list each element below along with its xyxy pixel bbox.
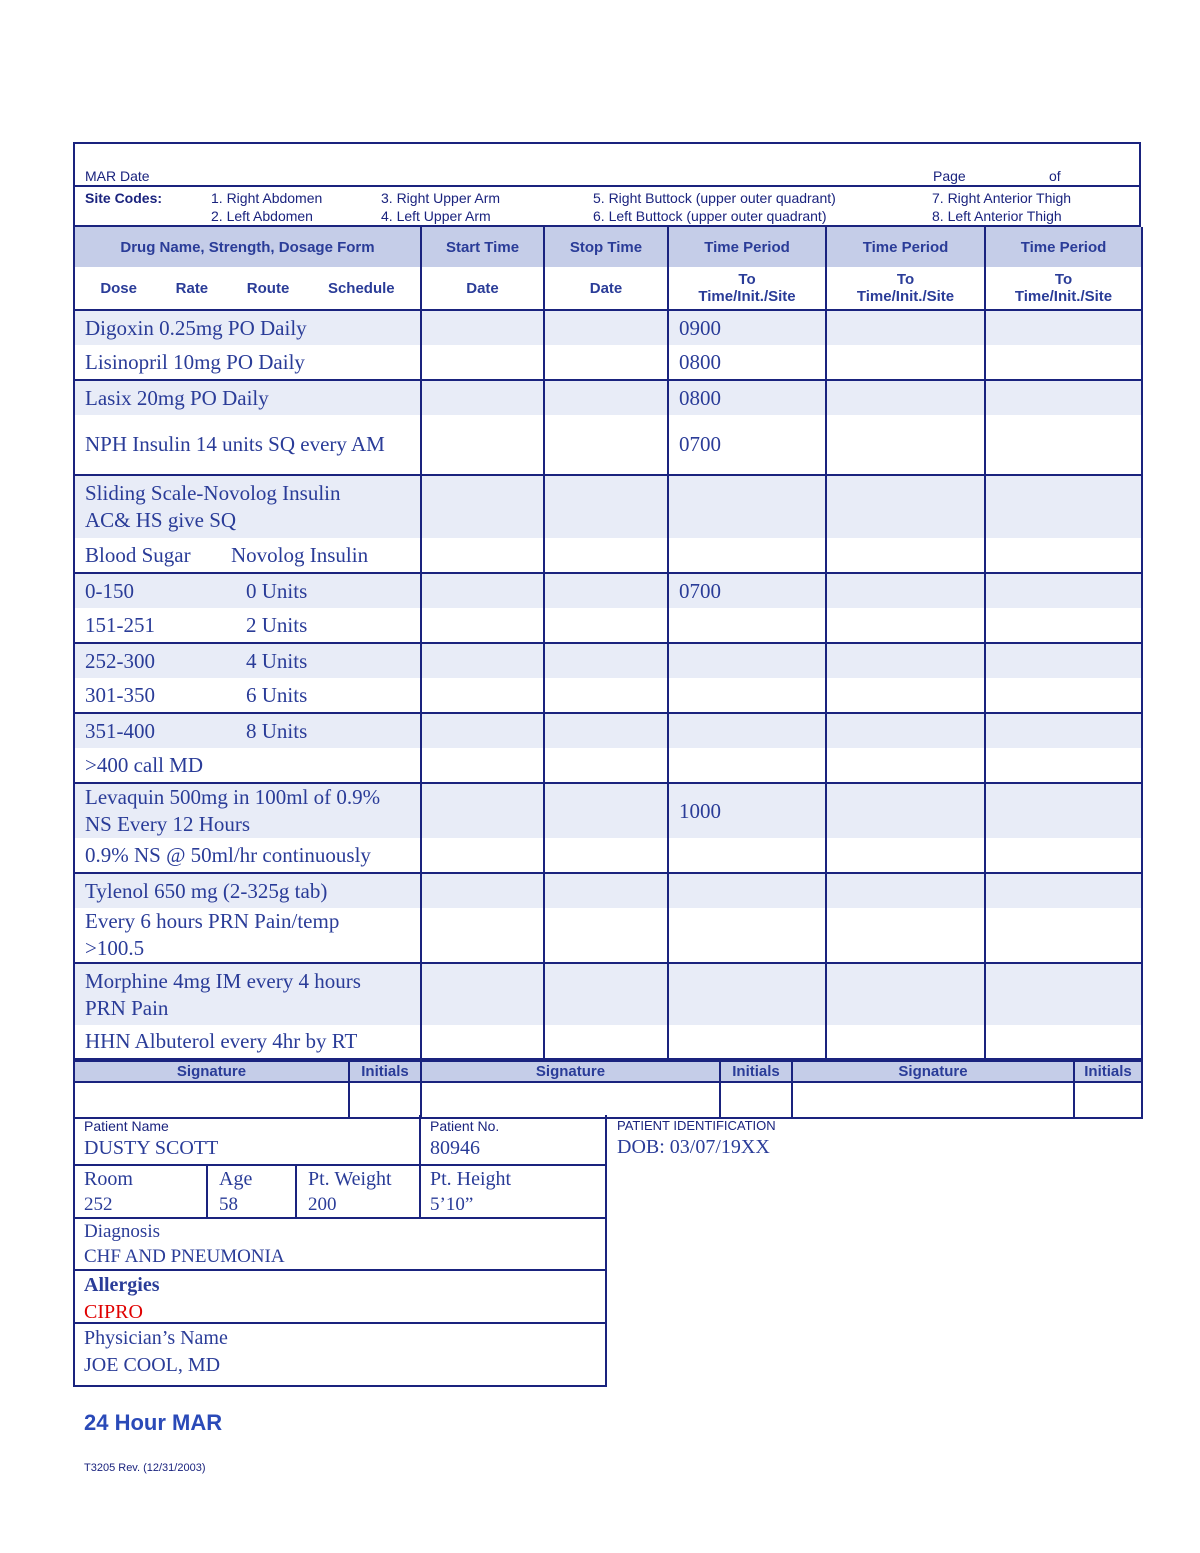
height-label: Pt. Height	[430, 1168, 512, 1190]
table-row	[74, 908, 1142, 963]
col-route: Route	[246, 279, 290, 297]
site-code-3: 3. Right Upper Arm	[381, 190, 501, 206]
drug-cell: NPH Insulin 14 units SQ every AM	[74, 415, 421, 475]
drug-cell: Lasix 20mg PO Daily	[74, 380, 421, 415]
table-row	[74, 310, 1142, 345]
patient-name: DUSTY SCOTT	[84, 1137, 219, 1159]
site-code-8: 8. Left Anterior Thigh	[932, 208, 1062, 224]
signature-label: Signature	[421, 1061, 720, 1082]
drug-cell	[74, 678, 421, 713]
col-tp1-sub	[668, 267, 826, 310]
time-cell	[668, 475, 826, 538]
form-revision: T3205 Rev. (12/31/2003)	[84, 1462, 206, 1474]
of-label: of	[1049, 168, 1061, 184]
drug-cell: Morphine 4mg IM every 4 hours PRN Pain	[74, 963, 421, 1025]
signature-entry-row	[74, 1082, 1142, 1118]
units: 2 Units	[246, 612, 308, 637]
drug-cell: Digoxin 0.25mg PO Daily	[74, 310, 421, 345]
room-label: Room	[84, 1168, 133, 1190]
table-row	[74, 475, 1142, 538]
table-row	[74, 873, 1142, 908]
patient-dob: DOB: 03/07/19XX	[617, 1136, 770, 1158]
drug-cell	[74, 538, 421, 573]
drug-cell: Tylenol 650 mg (2-325g tab)	[74, 873, 421, 908]
allergies-label: Allergies	[84, 1274, 160, 1296]
drug-cell	[74, 713, 421, 748]
drug-cell	[74, 608, 421, 643]
drug-cell: Lisinopril 10mg PO Daily	[74, 345, 421, 380]
signature-header-row	[74, 1061, 1142, 1082]
col-time-period-3: Time Period	[985, 227, 1142, 267]
drug-cell: 0.9% NS @ 50ml/hr continuously	[74, 838, 421, 873]
initials-field[interactable]	[1074, 1082, 1142, 1118]
units: 4 Units	[246, 648, 308, 673]
table-row	[74, 1025, 1142, 1059]
height: 5’10”	[430, 1194, 474, 1215]
mar-date-label: MAR Date	[85, 168, 150, 184]
col-rate: Rate	[175, 279, 209, 297]
patient-no-label: Patient No.	[430, 1118, 500, 1134]
time-cell	[668, 608, 826, 643]
table-row	[74, 643, 1142, 678]
drug-cell: HHN Albuterol every 4hr by RT	[74, 1025, 421, 1059]
col-tp2-sub	[826, 267, 985, 310]
signature-field[interactable]	[792, 1082, 1074, 1118]
time-cell	[668, 838, 826, 873]
drug-cell: Sliding Scale-Novolog Insulin AC& HS give SQ	[74, 475, 421, 538]
time-cell: 0900	[668, 310, 826, 345]
site-codes-label: Site Codes:	[85, 190, 163, 206]
col-start-time: Start Time	[421, 227, 544, 267]
site-code-7: 7. Right Anterior Thigh	[932, 190, 1072, 206]
weight: 200	[308, 1194, 337, 1215]
time-cell	[668, 538, 826, 573]
range: 151-251	[85, 612, 155, 637]
patient-identification-label: PATIENT IDENTIFICATION	[617, 1118, 776, 1133]
table-row	[74, 538, 1142, 573]
patient-no: 80946	[430, 1137, 480, 1159]
initials-field[interactable]	[720, 1082, 792, 1118]
novolog-insulin-label: Novolog Insulin	[231, 542, 369, 567]
time-cell	[668, 873, 826, 908]
table-row	[74, 838, 1142, 873]
time-init-site-label: Time/Init./Site	[698, 288, 796, 305]
signature-label: Signature	[792, 1061, 1074, 1082]
range: 351-400	[85, 718, 155, 743]
table-row	[74, 748, 1142, 783]
units: 8 Units	[246, 718, 308, 743]
room: 252	[84, 1194, 113, 1215]
signature-label: Signature	[74, 1061, 349, 1082]
time-cell	[668, 908, 826, 963]
weight-label: Pt. Weight	[308, 1168, 392, 1190]
age: 58	[219, 1194, 238, 1215]
range: 0-150	[85, 578, 134, 603]
col-dose-rate-route-schedule	[74, 267, 421, 310]
patient-name-label: Patient Name	[84, 1118, 169, 1134]
time-cell	[668, 748, 826, 783]
drug-cell: Every 6 hours PRN Pain/temp >100.5	[74, 908, 421, 963]
initials-label: Initials	[1074, 1061, 1142, 1082]
time-cell: 0700	[668, 415, 826, 475]
mar-table	[73, 227, 1143, 1060]
diagnosis-label: Diagnosis	[84, 1221, 160, 1242]
mar-header	[73, 142, 1141, 227]
signature-field[interactable]	[74, 1082, 349, 1118]
to-label: To	[1054, 271, 1073, 288]
column-header-row	[74, 227, 1142, 267]
initials-label: Initials	[349, 1061, 421, 1082]
time-cell	[668, 643, 826, 678]
form-title: 24 Hour MAR	[84, 1410, 223, 1435]
time-cell: 0700	[668, 573, 826, 608]
site-code-6: 6. Left Buttock (upper outer quadrant)	[593, 208, 827, 224]
to-label: To	[738, 271, 756, 288]
site-code-2: 2. Left Abdomen	[211, 208, 313, 224]
page-label: Page	[933, 168, 966, 184]
site-code-5: 5. Right Buttock (upper outer quadrant)	[593, 190, 836, 206]
time-init-site-label: Time/Init./Site	[1014, 288, 1113, 305]
initials-label: Initials	[720, 1061, 792, 1082]
range: 301-350	[85, 682, 155, 707]
table-row	[74, 963, 1142, 1025]
table-row	[74, 608, 1142, 643]
table-row	[74, 415, 1142, 475]
time-cell	[668, 1025, 826, 1059]
site-code-1: 1. Right Abdomen	[211, 190, 323, 206]
drug-cell	[74, 573, 421, 608]
signature-field[interactable]	[421, 1082, 720, 1118]
col-tp3-sub	[985, 267, 1142, 310]
diagnosis: CHF AND PNEUMONIA	[84, 1246, 285, 1267]
time-cell: 0800	[668, 380, 826, 415]
column-subheader-row	[74, 267, 1142, 310]
to-label: To	[896, 271, 915, 288]
time-cell	[668, 713, 826, 748]
allergies: CIPRO	[84, 1301, 143, 1323]
units: 6 Units	[246, 682, 308, 707]
physician-label: Physician’s Name	[84, 1327, 228, 1349]
table-row	[74, 345, 1142, 380]
col-dose: Dose	[100, 279, 137, 297]
signature-table	[73, 1060, 1143, 1119]
table-row	[74, 713, 1142, 748]
time-cell	[668, 678, 826, 713]
col-drug: Drug Name, Strength, Dosage Form	[74, 227, 421, 267]
table-row	[74, 678, 1142, 713]
time-cell: 1000	[668, 783, 826, 838]
drug-cell: >400 call MD	[74, 748, 421, 783]
col-schedule: Schedule	[327, 279, 395, 297]
col-time-period-2: Time Period	[826, 227, 985, 267]
col-start-date: Date	[421, 267, 544, 310]
time-cell: 0800	[668, 345, 826, 380]
drug-cell	[74, 643, 421, 678]
table-row	[74, 573, 1142, 608]
initials-field[interactable]	[349, 1082, 421, 1118]
col-stop-time: Stop Time	[544, 227, 668, 267]
table-row	[74, 380, 1142, 415]
col-stop-date: Date	[544, 267, 668, 310]
drug-cell: Levaquin 500mg in 100ml of 0.9% NS Every 12 Hours	[74, 783, 421, 838]
col-time-period-1: Time Period	[668, 227, 826, 267]
physician-name: JOE COOL, MD	[84, 1354, 221, 1376]
age-label: Age	[219, 1168, 253, 1190]
site-code-4: 4. Left Upper Arm	[381, 208, 491, 224]
blood-sugar-label: Blood Sugar	[85, 542, 191, 567]
time-init-site-label: Time/Init./Site	[856, 288, 955, 305]
range: 252-300	[85, 648, 155, 673]
time-cell	[668, 963, 826, 1025]
units: 0 Units	[246, 578, 308, 603]
table-row	[74, 783, 1142, 838]
